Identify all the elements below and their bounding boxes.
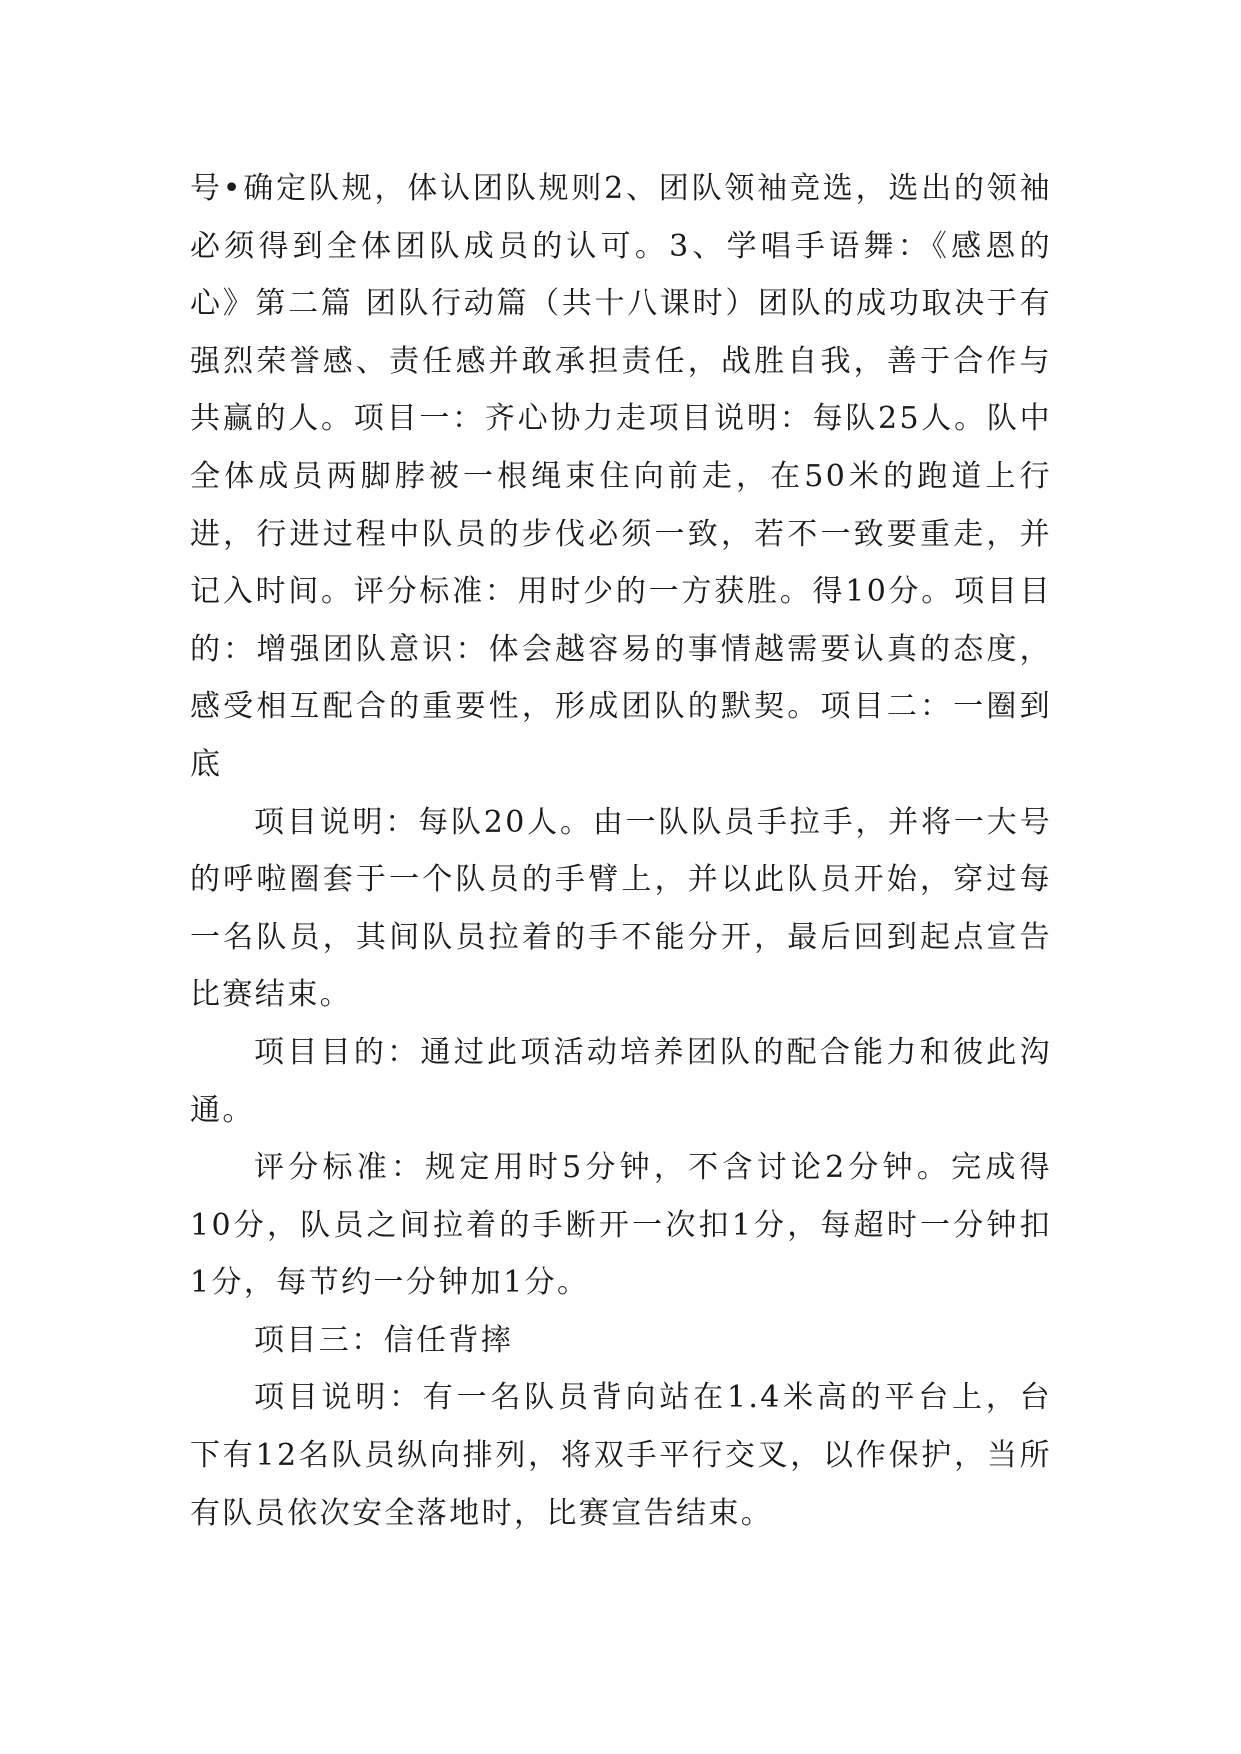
paragraph-project-two-scoring: 评分标准：规定用时5分钟，不含讨论2分钟。完成得10分，队员之间拉着的手断开一次扣1分，每超时一分钟扣1分，每节约一分钟加1分。 (190, 1150, 1052, 1301)
paragraph-project-three-title: 项目三：信任背摔 (254, 1322, 514, 1358)
paragraph-project-two-description: 项目说明：每队20人。由一队队员手拉手，并将一大号的呼啦圈套于一个队员的手臂上，并以此队员开始，穿过每一名队员，其间队员拉着的手不能分开，最后回到起点宣告比赛结束。 (190, 804, 1052, 1013)
paragraph-project-two-purpose: 项目目的：通过此项活动培养团队的配合能力和彼此沟通。 (190, 1034, 1052, 1128)
paragraph-project-three-description: 项目说明：有一名队员背向站在1.4米高的平台上，台下有12名队员纵向排列，将双手平行交叉，以作保护，当所有队员依次安全落地时，比赛宣告结束。 (190, 1380, 1052, 1531)
paragraph-continuation: 号•确定队规，体认团队规则2、团队领袖竞选，选出的领袖必须得到全体团队成员的认可。3、学唱手语舞：《感恩的心》第二篇 团队行动篇（共十八课时）团队的成功取决于有强烈荣誉感、责任感并敢承担责任，战胜自我，善于合作与共赢的人。项目一：齐心协力走项目说明：每队25人。队中全体成员两脚脖被一根绳束住向前走，在50米的跑道上行进，行进过程中队员的步伐必须一致，若不一致要重走，并记入时间。评分标准：用时少的一方获胜。得10分。项目目的：增强团队意识：体会越容易的事情越需要认真的态度，感受相互配合的重要性，形成团队的默契。项目二：一圈到底 (190, 171, 1052, 782)
document-body (190, 160, 1052, 1542)
